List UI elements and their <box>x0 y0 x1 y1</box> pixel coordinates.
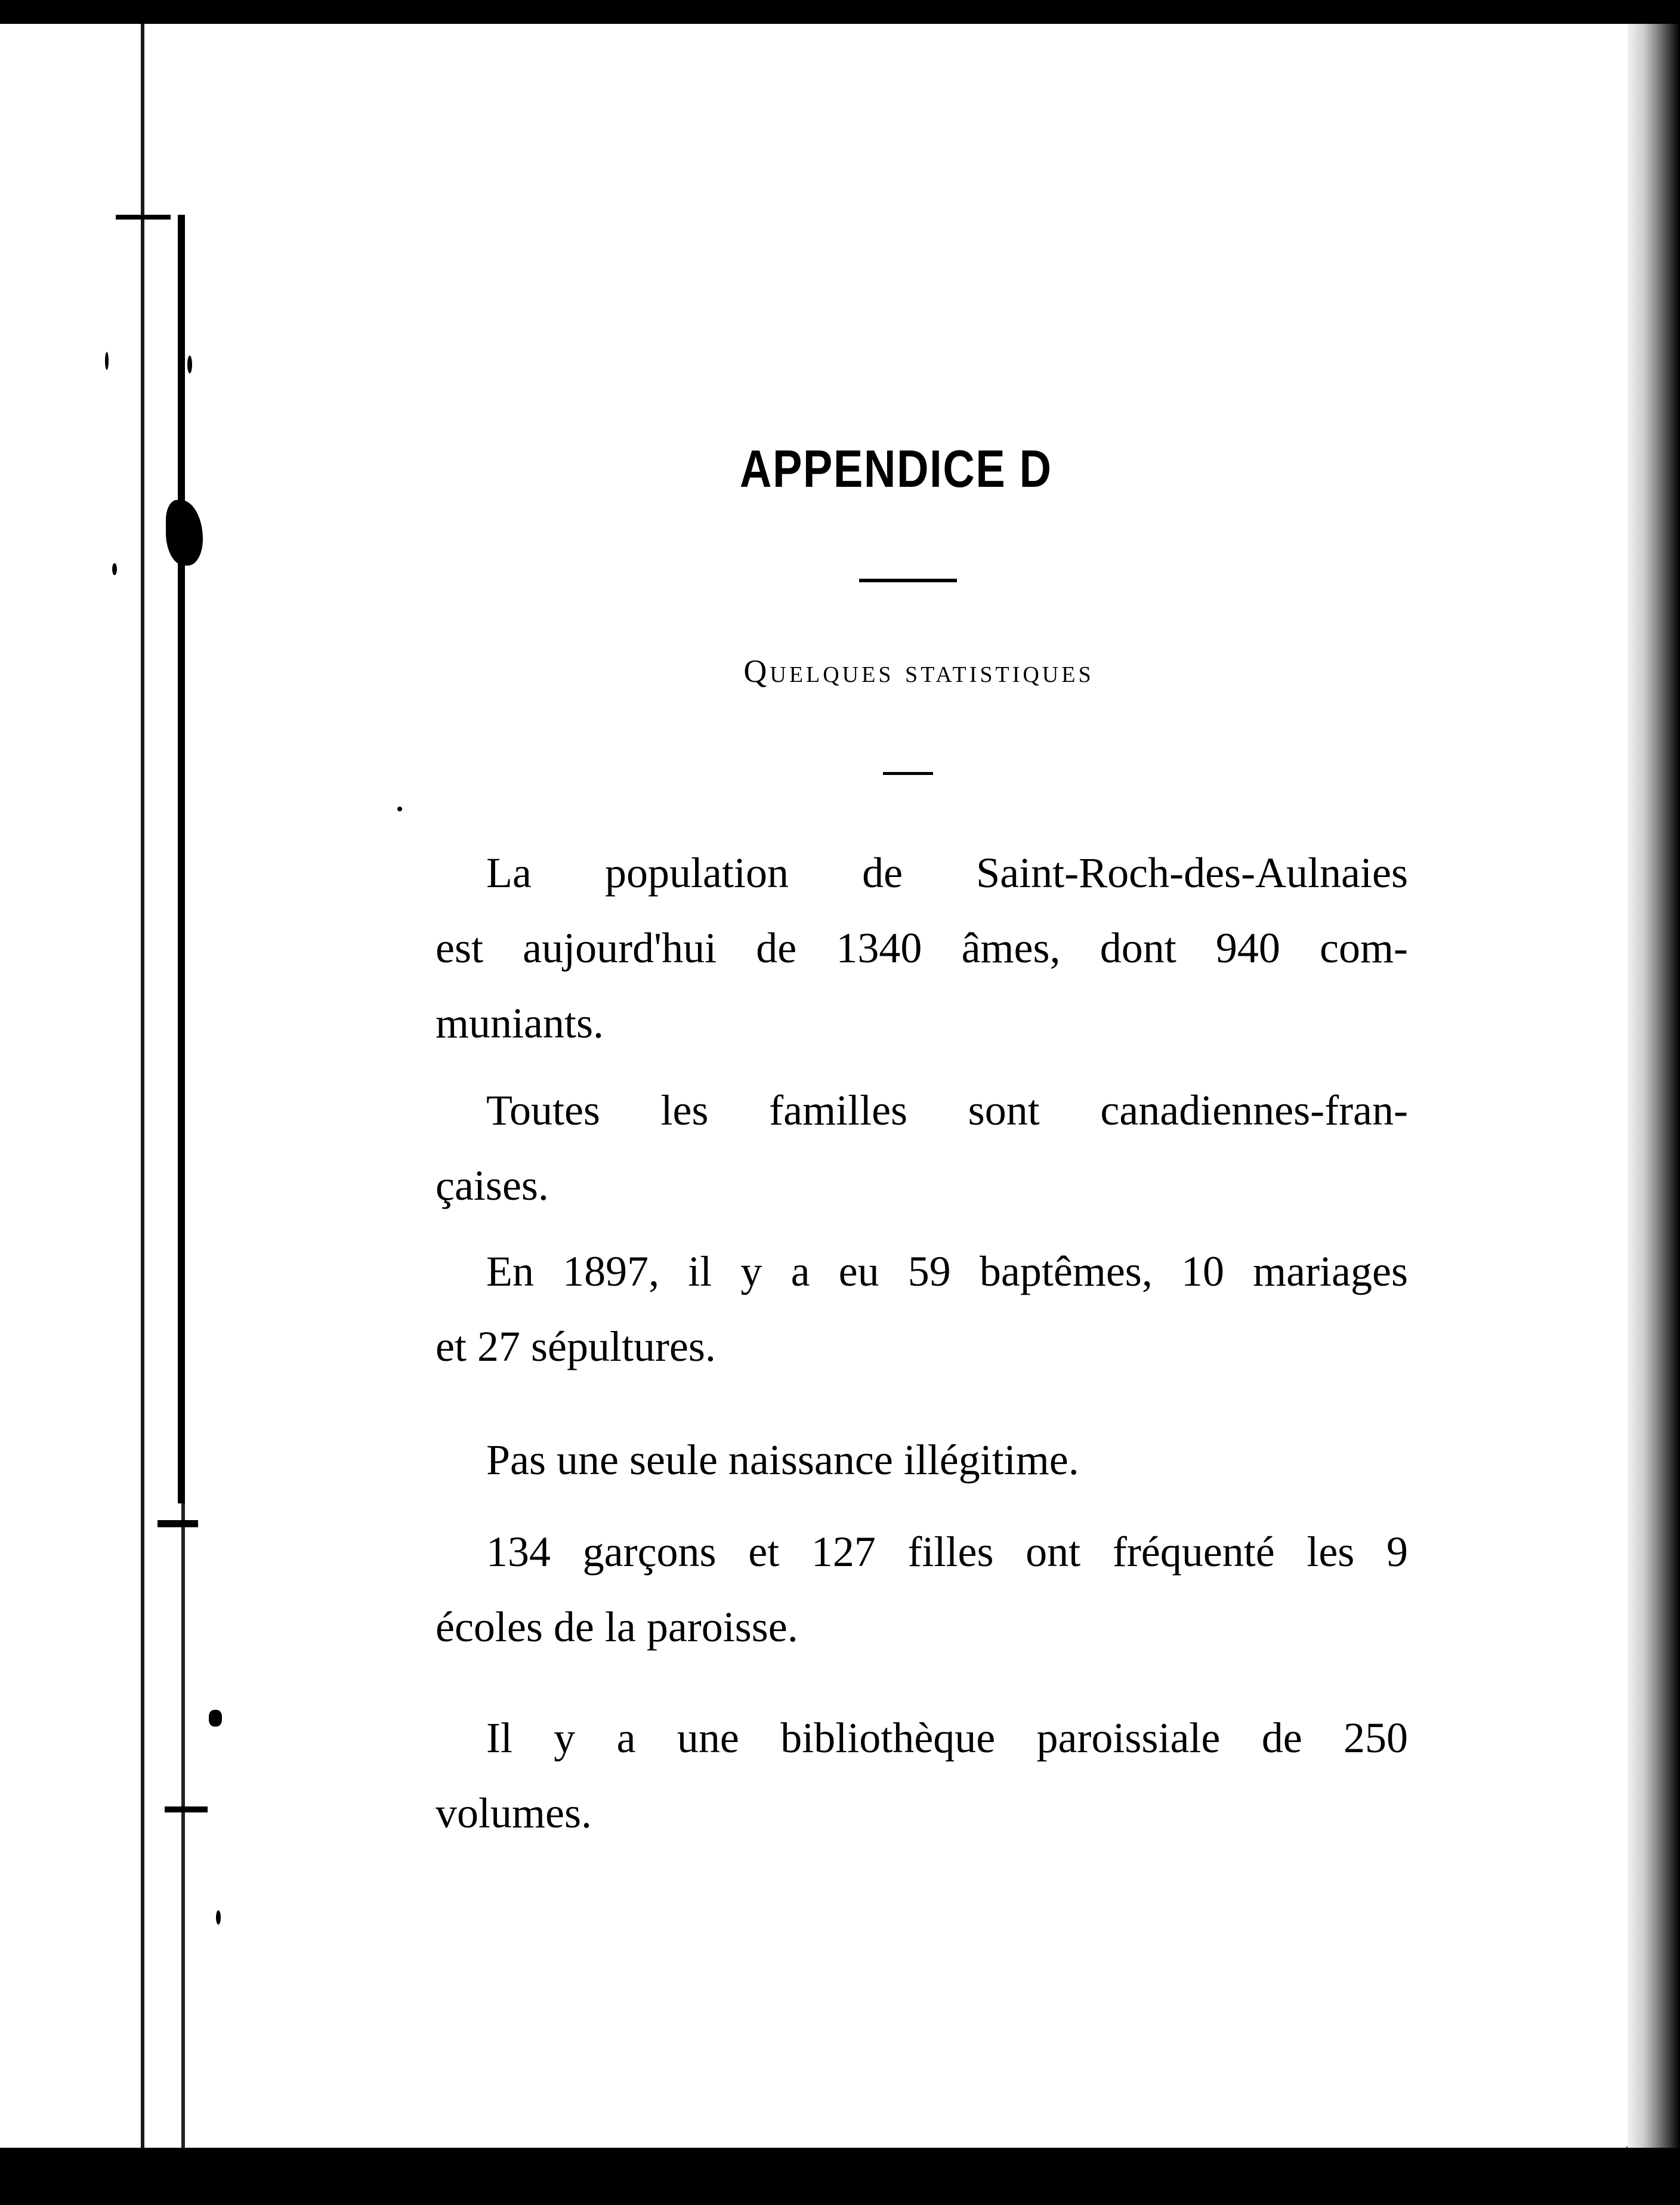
binding-stitch <box>116 215 171 220</box>
scan-speck <box>105 352 109 370</box>
text-line: En 1897, il y a eu 59 baptêmes, 10 mariages <box>486 1247 1408 1295</box>
text-line: est aujourd'hui de 1340 âmes, dont 940 com- <box>436 924 1408 972</box>
binding-thread-upper <box>141 24 144 2148</box>
scan-speck <box>216 1910 221 1925</box>
binding-stitch <box>158 1520 198 1527</box>
binding-thread-lower <box>181 1503 185 2148</box>
text-line: Toutes les familles sont canadiennes-fran- <box>486 1086 1408 1134</box>
text-line: Pas une seule naissance illégitime. <box>486 1436 1079 1484</box>
text-line: La population de Saint-Roch-des-Aulnaies <box>486 849 1408 897</box>
binding-thread-middle <box>178 215 185 1503</box>
paragraph-families <box>436 1073 1408 1223</box>
text-line: Il y a une bibliothèque paroissiale de 250 <box>486 1714 1408 1762</box>
text-line: 134 garçons et 127 filles ont fréquenté les 9 <box>486 1528 1408 1576</box>
ink-blot <box>209 1710 222 1727</box>
scan-speck <box>397 807 402 811</box>
paragraph-library <box>436 1700 1408 1851</box>
text-line: çaises. <box>436 1162 549 1209</box>
text-line: écoles de la paroisse. <box>436 1603 798 1651</box>
text-line: muniants. <box>436 999 604 1047</box>
scan-speck <box>187 356 192 373</box>
page-edge-shadow <box>1628 24 1680 2148</box>
text-line: volumes. <box>436 1789 592 1837</box>
appendix-heading: APPENDICE D <box>740 439 1052 498</box>
paragraph-sacraments <box>436 1234 1408 1384</box>
text-line: et 27 sépultures. <box>436 1323 716 1370</box>
subheading-divider <box>883 772 933 775</box>
section-subheading: Quelques statistiques <box>743 653 1094 689</box>
paragraph-births <box>436 1422 1408 1497</box>
paragraph-schools <box>436 1514 1408 1664</box>
scan-speck <box>112 563 117 575</box>
binding-stitch <box>165 1806 208 1812</box>
paragraph-population <box>436 835 1408 1061</box>
heading-divider <box>859 579 957 582</box>
